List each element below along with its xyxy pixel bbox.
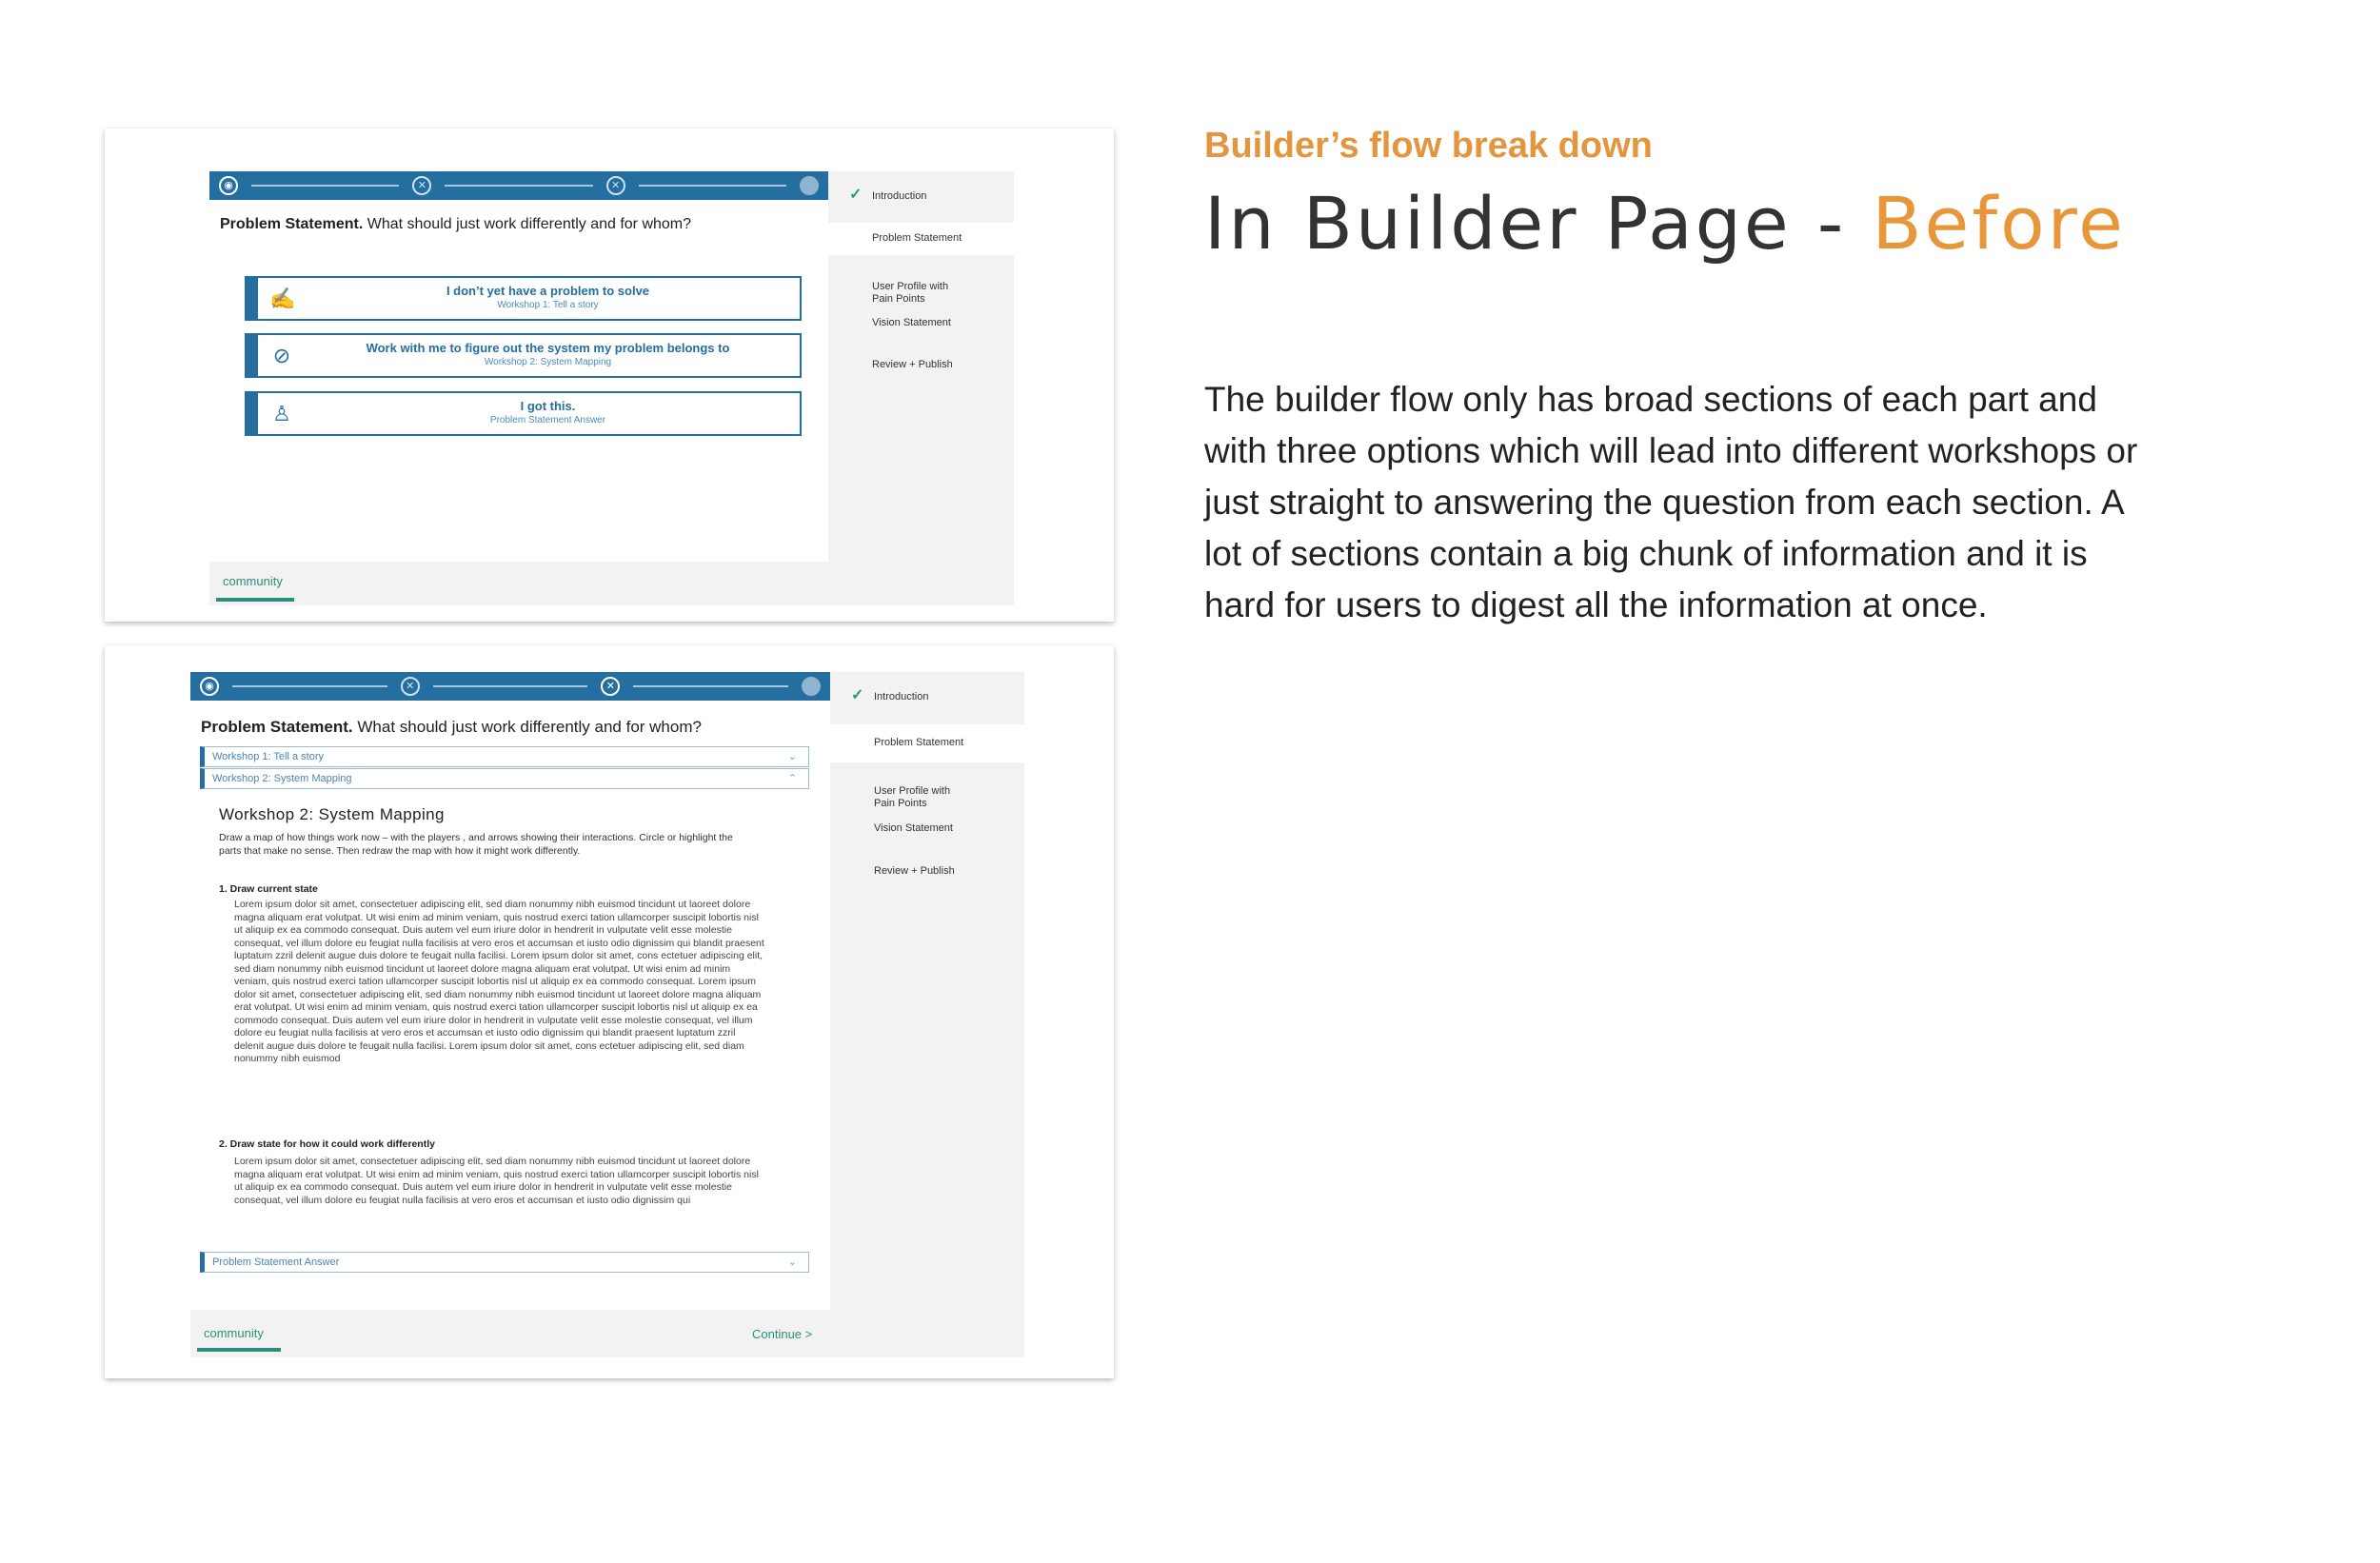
workshop-title: Workshop 2: System Mapping: [219, 805, 445, 823]
option-title: Work with me to figure out the system my problem belongs to: [366, 341, 730, 355]
nav-problem-statement[interactable]: [830, 724, 1024, 762]
nav-label: User Profile with Pain Points: [874, 785, 951, 809]
chevron-down-icon: ⌄: [787, 751, 797, 762]
nav-label: Vision Statement: [872, 317, 951, 328]
accordion-label: Problem Statement Answer: [212, 1256, 340, 1268]
question-text: What should just work differently and for whom?: [363, 216, 692, 232]
continue-button[interactable]: Continue >: [752, 1327, 813, 1341]
accordion-label: Workshop 2: System Mapping: [212, 773, 352, 784]
option-got-this[interactable]: [245, 391, 802, 436]
nav-introduction[interactable]: [828, 187, 1014, 208]
page-title-main: In Builder Page -: [1204, 181, 1873, 266]
chevron-down-icon: ⌄: [787, 1256, 797, 1268]
community-logo-icon[interactable]: ◉: [219, 176, 238, 195]
checkmark-icon: ✓: [851, 687, 864, 703]
step-1-title: 1. Draw current state: [219, 883, 318, 895]
option-title: I got this.: [520, 399, 576, 413]
community-tab-underline: [216, 598, 294, 602]
community-tab[interactable]: community: [204, 1326, 264, 1340]
progress-line: [433, 685, 588, 687]
progress-topbar: [190, 672, 830, 701]
mockup-before-expanded: [105, 645, 1114, 1378]
question-bold: Problem Statement.: [201, 718, 353, 736]
final-step-icon[interactable]: [800, 176, 819, 195]
builder-main-panel: [190, 672, 830, 1310]
nav-problem-statement[interactable]: [828, 223, 1014, 255]
builder-main-panel: [209, 171, 828, 562]
nav-label: Introduction: [872, 190, 927, 202]
nav-label: Problem Statement: [874, 737, 964, 748]
nav-label: Vision Statement: [874, 822, 953, 834]
accordion-problem-answer[interactable]: [200, 1252, 809, 1273]
tools-step-icon[interactable]: ✕: [601, 677, 620, 696]
option-subtitle: Workshop 1: Tell a story: [497, 300, 599, 310]
nav-label: Review + Publish: [874, 865, 955, 877]
progress-line: [232, 685, 387, 687]
progress-line: [251, 185, 399, 187]
compass-icon: ⊘: [272, 344, 291, 367]
community-tab-underline: [197, 1348, 281, 1352]
nav-review-publish[interactable]: [828, 359, 1014, 371]
option-title: I don’t yet have a problem to solve: [446, 284, 650, 298]
nav-label: User Profile with Pain Points: [872, 281, 949, 305]
page-title-accent: Before: [1872, 181, 2126, 266]
progress-line: [639, 185, 786, 187]
option-system-mapping[interactable]: [245, 333, 802, 378]
description-paragraph: The builder flow only has broad sections of each part and with three options which will lead into different workshops or just straight to answering the question from each section. A lot of sections contain a big chunk of information and it is hard for users to digest all the information at once.: [1204, 380, 2138, 624]
tools-step-icon[interactable]: ✕: [606, 176, 625, 195]
question-heading: [220, 216, 691, 233]
nav-vision-statement[interactable]: [830, 822, 1024, 835]
hand-write-icon: ✍: [269, 287, 296, 310]
nav-label: Introduction: [874, 691, 929, 702]
page-title: [1204, 181, 2126, 266]
progress-line: [633, 685, 788, 687]
accordion-workshop-2[interactable]: [200, 768, 809, 789]
chevron-up-icon: ⌃: [787, 773, 797, 784]
option-subtitle: Problem Statement Answer: [489, 415, 606, 425]
builder-app-frame: [190, 672, 1024, 1357]
question-heading: [201, 718, 702, 737]
accordion-label: Workshop 1: Tell a story: [212, 751, 324, 762]
question-text: What should just work differently and for whom?: [352, 718, 702, 736]
section-eyebrow: Builder’s flow break down: [1204, 126, 1653, 166]
nav-review-publish[interactable]: [830, 865, 1024, 878]
step-1-body: Lorem ipsum dolor sit amet, consectetuer adipiscing elit, sed diam nonummy nibh euismod tincidunt ut laoreet dolore magna aliquam erat volutpat. Ut wisi enim ad minim veniam, quis nostrud exerci tation ullamcorper suscipit lobortis nisl ut aliquip ex ea commodo consequat. Duis autem vel eum iriure dolor in hendrerit in vulputate velit esse molestie consequat, vel illum dolore eu feugiat nulla facilisis at vero eros et accumsan et iusto odio dignissim qui blandit praesent luptatum zzril delenit augue duis dolore te feugait nulla facilisi. Lorem ipsum dolor sit amet, cons ectetuer adipiscing elit, sed diam nonummy nibh euismod tincidunt ut laoreet dolore magna aliquam erat volutpat. Ut wisi enim ad minim veniam, quis nostrud exerci tation ullamcorper suscipit lobortis nisl ut aliquip ex ea commodo consequat. Lorem ipsum dolor sit amet, consectetuer adipiscing elit, sed diam nonummy nibh euismod tincidunt ut laoreet dolore magna aliquam erat volutpat. Ut wisi enim ad minim veniam, quis nostrud exerci tation ullamcorper suscipit lobortis nisl ut aliquip ex ea commodo consequat. Duis autem vel eum iriure dolor in hendrerit in vulputate velit esse molestie consequat, vel illum dolore eu feugiat nulla facilisis at vero eros et accumsan et iusto odio dignissim qui blandit praesent luptatum zzril delenit augue duis dolore te feugait nulla facilisi. Lorem ipsum dolor sit amet, cons ectetuer adipiscing elit, sed diam nonummy nibh euismod: [234, 899, 764, 1064]
final-step-icon[interactable]: [802, 677, 821, 696]
accordion-workshop-1[interactable]: [200, 746, 809, 767]
progress-line: [445, 185, 592, 187]
option-no-problem[interactable]: [245, 276, 802, 321]
nav-introduction[interactable]: [830, 687, 1024, 708]
community-tab[interactable]: community: [223, 574, 283, 588]
nav-vision-statement[interactable]: [828, 317, 1014, 329]
checkmark-icon: ✓: [849, 187, 863, 203]
progress-topbar: [209, 171, 828, 200]
option-subtitle: Workshop 2: System Mapping: [484, 357, 612, 367]
builder-app-frame: [209, 171, 1014, 605]
workshop-intro: Draw a map of how things work now – with the players , and arrows showing their interactions. Circle or highlight the parts that make no sense. Then redraw the map with how it might work differently.: [219, 832, 733, 857]
person-seated-icon: ♙: [272, 402, 291, 425]
mockup-before-options: [105, 129, 1114, 622]
tools-step-icon[interactable]: ✕: [412, 176, 431, 195]
community-logo-icon[interactable]: ◉: [200, 677, 219, 696]
nav-label: Problem Statement: [872, 232, 962, 244]
step-2-title: 2. Draw state for how it could work differently: [219, 1138, 435, 1150]
nav-user-profile[interactable]: [828, 268, 1014, 306]
nav-user-profile[interactable]: [830, 773, 1024, 810]
question-bold: Problem Statement.: [220, 216, 364, 232]
nav-label: Review + Publish: [872, 359, 953, 370]
tools-step-icon[interactable]: ✕: [401, 677, 420, 696]
step-2-body: Lorem ipsum dolor sit amet, consectetuer adipiscing elit, sed diam nonummy nibh euismod tincidunt ut laoreet dolore magna aliquam erat volutpat. Ut wisi enim ad minim veniam, quis nostrud exerci tation ullamcorper suscipit lobortis nisl ut aliquip ex ea commodo consequat. Duis autem vel eum iriure dolor in hendrerit in vulputate velit esse molestie consequat, vel illum dolore eu feugiat nulla facilisis at vero eros et accumsan et iusto odio dignissim qui: [234, 1156, 759, 1206]
